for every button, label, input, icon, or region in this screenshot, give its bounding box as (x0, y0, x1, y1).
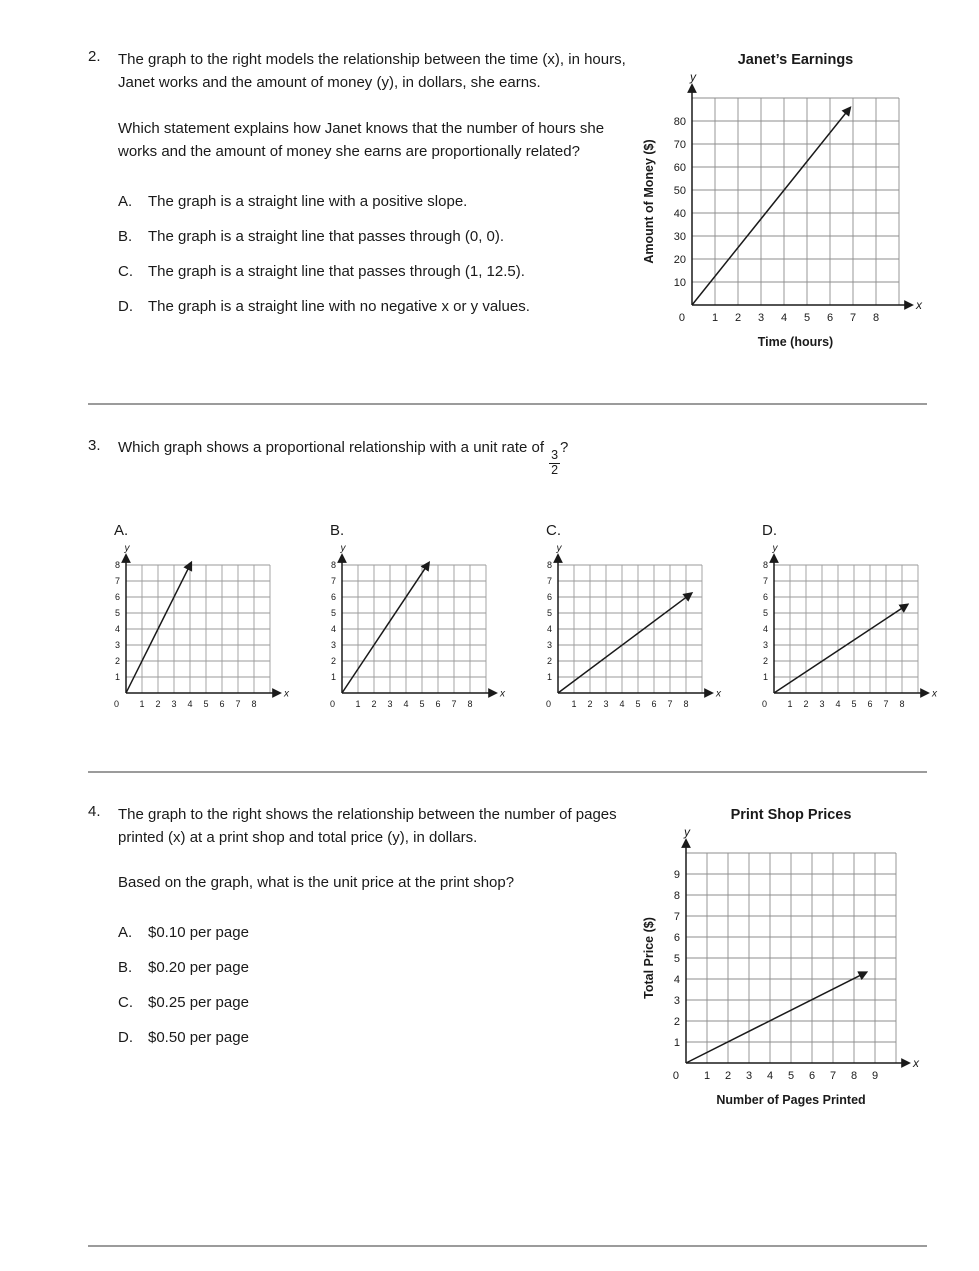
svg-text:7: 7 (829, 1069, 837, 1082)
choice-label: B. (118, 228, 133, 245)
svg-text:4: 4 (187, 698, 193, 709)
svg-text:y: y (690, 70, 696, 84)
choice-text: $0.25 per page (148, 994, 249, 1012)
svg-text:0: 0 (329, 698, 335, 709)
svg-text:2: 2 (734, 312, 742, 324)
svg-text:2: 2 (803, 698, 809, 709)
svg-text:3: 3 (387, 698, 393, 709)
svg-text:7: 7 (546, 575, 552, 586)
svg-text:7: 7 (451, 698, 457, 709)
svg-text:8: 8 (872, 312, 880, 324)
svg-text:1: 1 (114, 671, 120, 682)
svg-text:5: 5 (673, 952, 680, 965)
graph-cell-a (106, 522, 290, 727)
svg-text:4: 4 (546, 623, 552, 634)
choice-text: The graph is a straight line that passes through (1, 12.5). (148, 263, 525, 280)
svg-text:8: 8 (673, 889, 680, 902)
svg-text:Time (hours): Time (hours) (757, 335, 834, 349)
svg-text:1: 1 (711, 312, 719, 324)
svg-text:8: 8 (330, 559, 336, 570)
svg-text:1: 1 (546, 671, 552, 682)
fraction-numerator: 3 (551, 448, 559, 462)
question-2-content (88, 48, 640, 331)
question-2-row (88, 48, 640, 331)
bottom-divider (88, 1245, 927, 1247)
svg-text:3: 3 (757, 312, 765, 324)
svg-text:5: 5 (419, 698, 425, 709)
answer-graphs-row (106, 521, 937, 727)
svg-text:1: 1 (330, 671, 336, 682)
svg-text:7: 7 (762, 575, 768, 586)
svg-text:3: 3 (762, 639, 768, 650)
svg-text:7: 7 (673, 910, 680, 923)
choice-text: $0.20 per page (148, 959, 249, 977)
svg-text:3: 3 (114, 639, 120, 650)
svg-text:6: 6 (826, 312, 834, 324)
svg-text:5: 5 (762, 607, 768, 618)
question-4-intro: The graph to the right shows the relationship between the number of pages printed (x) at a print shop and total price (y), in dollars. (118, 805, 617, 846)
question-3-prompt (118, 437, 927, 478)
svg-text:2: 2 (724, 1069, 732, 1082)
svg-text:3: 3 (546, 639, 552, 650)
choice-row (118, 1027, 640, 1048)
svg-text:2: 2 (330, 655, 336, 666)
svg-text:5: 5 (803, 312, 811, 324)
question-4-number: 4. (88, 802, 101, 820)
svg-text:8: 8 (683, 698, 689, 709)
svg-text:Amount of Money ($): Amount of Money ($) (642, 139, 656, 264)
question-3-text: Which graph shows a proportional relationship with a unit rate of (118, 439, 545, 456)
svg-text:Total Price ($): Total Price ($) (642, 916, 656, 999)
svg-text:0: 0 (761, 698, 767, 709)
svg-text:10: 10 (673, 276, 686, 289)
svg-text:1: 1 (787, 698, 793, 709)
svg-text:7: 7 (235, 698, 241, 709)
question-4 (88, 803, 927, 1117)
question-2-body (118, 48, 640, 331)
svg-text:3: 3 (603, 698, 609, 709)
svg-text:Janet’s Earnings: Janet’s Earnings (737, 52, 854, 68)
svg-text:6: 6 (673, 931, 680, 944)
svg-text:x: x (284, 687, 289, 699)
choice-label: D. (118, 1029, 133, 1047)
svg-text:0: 0 (113, 698, 119, 709)
question-4-content (88, 803, 640, 1063)
choice-row (118, 261, 640, 282)
svg-text:2: 2 (587, 698, 593, 709)
svg-text:6: 6 (114, 591, 120, 602)
graph-label-b: B. (330, 521, 345, 539)
svg-text:4: 4 (835, 698, 841, 709)
svg-text:50: 50 (673, 184, 686, 197)
svg-text:8: 8 (899, 698, 905, 709)
choice-row (118, 922, 640, 943)
choice-label: C. (118, 263, 133, 280)
svg-text:9: 9 (871, 1069, 879, 1082)
svg-text:5: 5 (546, 607, 552, 618)
svg-text:3: 3 (745, 1069, 753, 1082)
svg-text:4: 4 (330, 623, 336, 634)
choice-label: C. (118, 994, 133, 1012)
fraction (549, 449, 560, 478)
choice-label: B. (118, 959, 133, 977)
question-3 (88, 437, 937, 727)
svg-text:2: 2 (155, 698, 161, 709)
svg-text:3: 3 (330, 639, 336, 650)
svg-text:0: 0 (678, 312, 685, 324)
svg-text:2: 2 (762, 655, 768, 666)
svg-text:Number of Pages Printed: Number of Pages Printed (716, 1092, 866, 1107)
print-shop-prices-graph (640, 803, 928, 1117)
svg-text:6: 6 (435, 698, 441, 709)
choice-row (118, 191, 640, 212)
graph-cell-d (754, 522, 938, 727)
graph-cell-c (538, 522, 722, 727)
svg-text:3: 3 (171, 698, 177, 709)
choice-row (118, 226, 640, 247)
question-3-row (88, 437, 927, 478)
svg-text:0: 0 (672, 1069, 679, 1082)
graph-label-a: A. (114, 521, 129, 539)
svg-text:y: y (684, 824, 690, 839)
proportional-graph-c (538, 543, 722, 727)
svg-text:x: x (500, 687, 505, 699)
graph-label-d: D. (762, 521, 777, 539)
svg-text:60: 60 (673, 161, 686, 174)
question-3-number: 3. (88, 437, 101, 454)
question-2 (88, 48, 927, 359)
svg-text:8: 8 (114, 559, 120, 570)
choice-label: A. (118, 193, 133, 210)
svg-text:y: y (772, 542, 778, 554)
svg-text:7: 7 (114, 575, 120, 586)
choice-row (118, 992, 640, 1013)
svg-text:40: 40 (673, 207, 686, 220)
question-2-choices (118, 191, 640, 317)
choice-label: A. (118, 924, 133, 942)
svg-text:3: 3 (819, 698, 825, 709)
svg-text:4: 4 (403, 698, 409, 709)
svg-text:4: 4 (780, 312, 788, 324)
question-2-intro: The graph to the right models the relationship between the time (x), in hours, Janet works and the amount of money (y), in dollars, she earns. (118, 51, 626, 92)
svg-text:6: 6 (867, 698, 873, 709)
svg-text:7: 7 (330, 575, 336, 586)
svg-text:8: 8 (251, 698, 257, 709)
svg-text:6: 6 (651, 698, 657, 709)
svg-text:y: y (340, 542, 346, 554)
svg-text:x: x (913, 1055, 919, 1070)
svg-text:1: 1 (355, 698, 361, 709)
graph-label-c: C. (546, 521, 561, 539)
svg-text:x: x (916, 298, 922, 313)
svg-text:4: 4 (114, 623, 120, 634)
svg-text:20: 20 (673, 253, 686, 266)
choice-text: The graph is a straight line with a positive slope. (148, 193, 468, 210)
svg-text:1: 1 (703, 1069, 711, 1082)
graph-cell-b (322, 522, 506, 727)
janets-earnings-graph (640, 48, 931, 359)
svg-text:1: 1 (139, 698, 145, 709)
svg-text:0: 0 (545, 698, 551, 709)
svg-text:8: 8 (467, 698, 473, 709)
svg-text:3: 3 (673, 994, 680, 1007)
svg-text:7: 7 (667, 698, 673, 709)
question-3-text-after: ? (560, 439, 569, 456)
question-2-prompt: Which statement explains how Janet knows that the number of hours she works and the amount of money she earns are proportionally related? (118, 119, 605, 160)
svg-text:70: 70 (673, 138, 686, 151)
svg-text:5: 5 (851, 698, 857, 709)
choice-row (118, 296, 640, 317)
question-3-body (118, 437, 927, 478)
question-4-body (118, 803, 640, 1063)
choice-row (118, 957, 640, 978)
question-4-choices (118, 922, 640, 1048)
svg-text:5: 5 (203, 698, 209, 709)
svg-text:9: 9 (673, 868, 680, 881)
svg-text:8: 8 (850, 1069, 858, 1082)
question-2-number: 2. (88, 48, 101, 65)
svg-text:5: 5 (114, 607, 120, 618)
svg-text:4: 4 (766, 1069, 774, 1082)
svg-text:2: 2 (114, 655, 120, 666)
svg-text:30: 30 (673, 230, 686, 243)
svg-text:4: 4 (619, 698, 625, 709)
svg-text:4: 4 (762, 623, 768, 634)
svg-text:Print Shop Prices: Print Shop Prices (730, 806, 852, 823)
svg-text:2: 2 (546, 655, 552, 666)
svg-text:6: 6 (808, 1069, 816, 1082)
svg-text:5: 5 (635, 698, 641, 709)
svg-text:8: 8 (762, 559, 768, 570)
svg-text:8: 8 (546, 559, 552, 570)
section-divider (88, 403, 927, 405)
svg-text:6: 6 (330, 591, 336, 602)
svg-text:2: 2 (371, 698, 377, 709)
question-4-row (88, 803, 640, 1063)
svg-text:x: x (932, 687, 937, 699)
choice-text: $0.50 per page (148, 1029, 249, 1047)
svg-text:5: 5 (787, 1069, 795, 1082)
svg-text:4: 4 (673, 973, 680, 986)
fraction-denominator: 2 (551, 462, 559, 477)
svg-text:x: x (716, 687, 721, 699)
svg-text:6: 6 (219, 698, 225, 709)
svg-text:2: 2 (673, 1015, 680, 1028)
svg-text:6: 6 (762, 591, 768, 602)
choice-text: $0.10 per page (148, 924, 249, 942)
svg-text:6: 6 (546, 591, 552, 602)
svg-text:y: y (124, 542, 130, 554)
svg-text:80: 80 (673, 115, 686, 128)
choice-label: D. (118, 298, 133, 315)
svg-text:1: 1 (673, 1036, 680, 1049)
proportional-graph-a (106, 543, 290, 727)
svg-text:5: 5 (330, 607, 336, 618)
svg-text:7: 7 (883, 698, 889, 709)
svg-text:7: 7 (849, 312, 857, 324)
section-divider (88, 771, 927, 773)
choice-text: The graph is a straight line with no negative x or y values. (148, 298, 530, 315)
proportional-graph-b (322, 543, 506, 727)
svg-text:1: 1 (762, 671, 768, 682)
svg-text:1: 1 (571, 698, 577, 709)
choice-text: The graph is a straight line that passes through (0, 0). (148, 228, 505, 245)
question-4-prompt: Based on the graph, what is the unit price at the print shop? (118, 874, 515, 891)
svg-text:y: y (556, 542, 562, 554)
proportional-graph-d (754, 543, 938, 727)
